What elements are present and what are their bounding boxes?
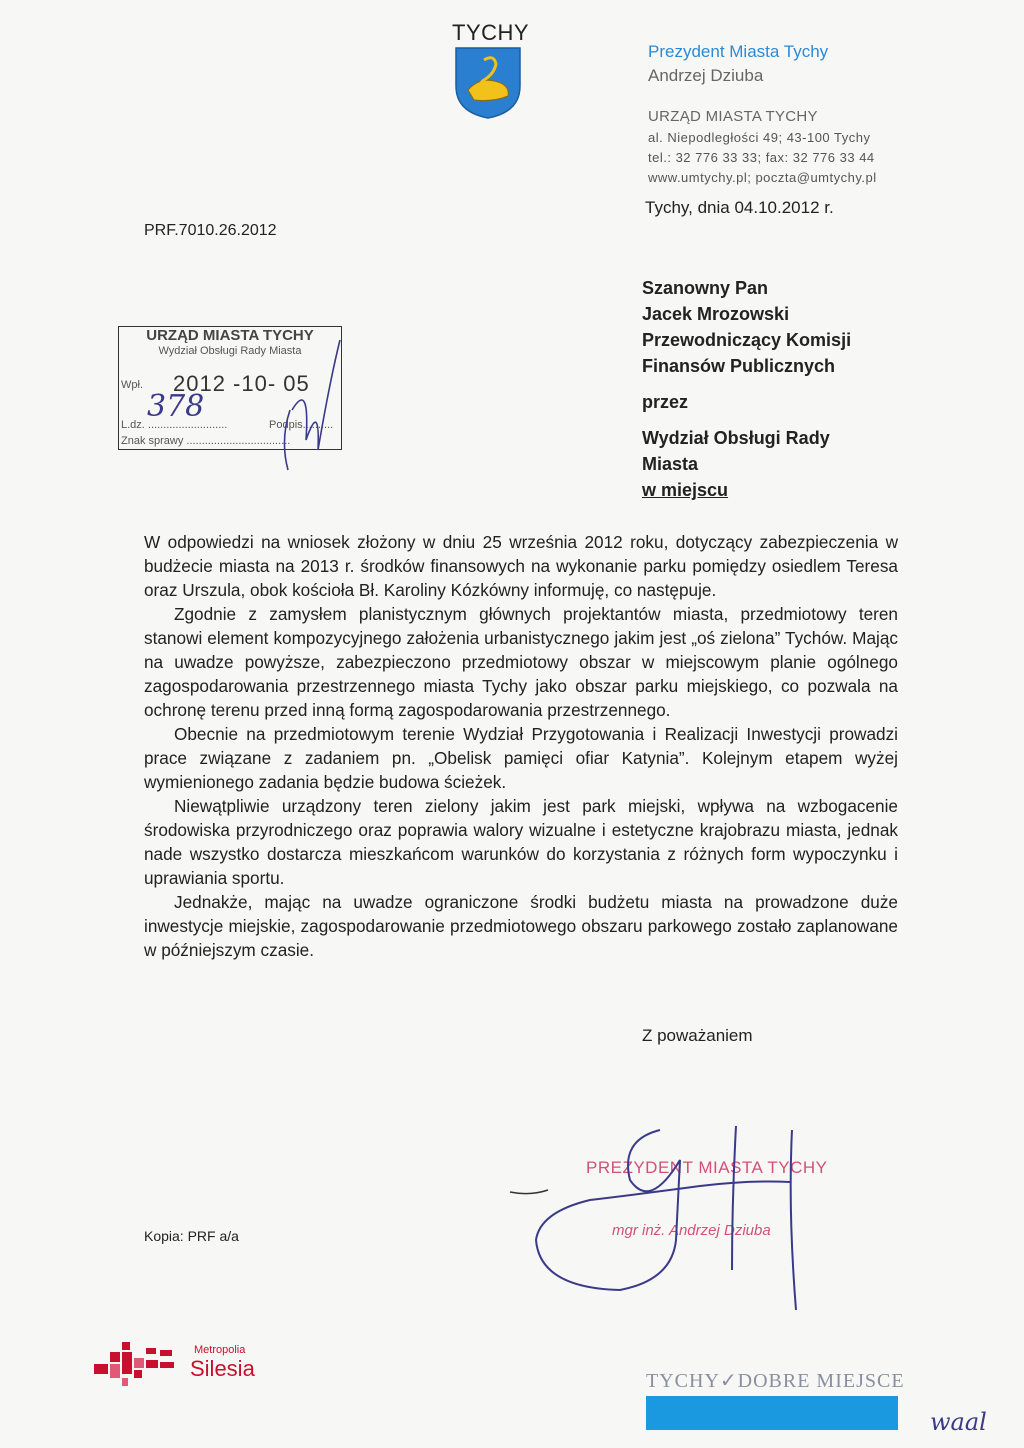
body-paragraph: Obecnie na przedmiotowym terenie Wydział Przygotowania i Realizacji Inwestycji prowadzi prace związane z zadaniem pn. „Obelisk pamięci ofiar Katynia”. Kolejnym etapem wyżej wymienionego zadania będzie budowa ścieżek.	[144, 724, 898, 792]
addressee-department-cont: Miasta	[642, 454, 699, 474]
city-crest-logo	[454, 46, 522, 120]
signature-stamp-title: PREZYDENT MIASTA TYCHY	[586, 1158, 828, 1177]
silesia-small-label: Metropolia	[194, 1344, 246, 1356]
web-line: www.umtychy.pl; poczta@umtychy.pl	[648, 170, 877, 185]
phone-line: tel.: 32 776 33 33; fax: 32 776 33 44	[648, 150, 875, 165]
city-motto: TYCHY✓DOBRE MIEJSCE	[646, 1370, 905, 1392]
addressee-name: Jacek Mrozowski	[642, 304, 790, 324]
silesia-logo-icon	[92, 1338, 182, 1388]
signature-stamp-name: mgr inż. Andrzej Dziuba	[612, 1222, 771, 1239]
office-name: URZĄD MIASTA TYCHY	[648, 108, 818, 125]
address-line: al. Niepodległości 49; 43-100 Tychy	[648, 130, 871, 145]
stamp-subtitle: Wydział Obsługi Rady Miasta	[158, 345, 302, 357]
letter-body	[144, 530, 898, 962]
body-paragraph: W odpowiedzi na wniosek złożony w dniu 25 września 2012 roku, dotyczący zabezpieczenia w budżecie miasta na 2013 r. środków finansowych na wykonanie parku pomiędzy osiedlem Teresa oraz Urszula, obok kościoła Bł. Karoliny Kózkówny informuję, co następuje.	[144, 532, 898, 600]
addressee-salutation: Szanowny Pan	[642, 278, 769, 298]
stamp-podpis-label: Podpis..........	[269, 419, 334, 431]
stamp-initials-signature	[270, 320, 360, 480]
stamp-handwritten-number: 378	[147, 389, 205, 424]
stamp-ldz-label: L.dz. ..........................	[121, 419, 228, 431]
silesia-label: Silesia	[190, 1356, 255, 1381]
addressee-department: Wydział Obsługi Rady	[642, 428, 830, 448]
stamp-title: URZĄD MIASTA TYCHY	[146, 327, 314, 344]
stamp-znak-label: Znak sprawy ..................................	[121, 435, 291, 447]
body-paragraph: Jednakże, mając na uwadze ograniczone środki budżetu miasta na prowadzone duże inwestycje miejskie, zagospodarowanie przedmiotowego obszaru parkowego zostało zaplanowane w późniejszym czasie.	[144, 892, 898, 960]
stamp-date: 2012 -10- 05	[173, 371, 310, 396]
body-paragraph: Zgodnie z zamysłem planistycznym głównych projektantów miasta, przedmiotowy teren stanowi element kompozycyjnego założenia urbanistycznego jakim jest „oś zielona” Tychów. Mając na uwadze powyższe, zabezpieczono przedmiotowy obszar w miejscowym planie ogólnego zagospodarowania przestrzennego miasta Tychy jako obszar parku miejskiego, co pozwala na ochronę terenu przed inną formą zagospodarowania przestrzennego.	[144, 604, 898, 720]
city-date: Tychy, dnia 04.10.2012 r.	[645, 198, 834, 217]
mayor-title: Prezydent Miasta Tychy	[648, 42, 829, 61]
handwritten-note: waal	[930, 1408, 987, 1436]
addressee-via: przez	[642, 392, 689, 412]
footer-blue-bar	[646, 1396, 898, 1430]
addressee-committee: Finansów Publicznych	[642, 356, 836, 376]
stamp-wpl-label: Wpł.	[121, 379, 143, 391]
closing: Z poważaniem	[642, 1026, 753, 1045]
handwritten-signature	[500, 1120, 820, 1320]
addressee-location: w miejscu	[642, 480, 729, 500]
mayor-name: Andrzej Dziuba	[648, 66, 764, 85]
crest-title: TYCHY	[452, 20, 530, 45]
copy-note: Kopia: PRF a/a	[144, 1228, 239, 1244]
reference-number: PRF.7010.26.2012	[144, 222, 277, 239]
body-paragraph: Niewątpliwie urządzony teren zielony jakim jest park miejski, wpływa na wzbogacenie środowiska przyrodniczego oraz poprawia walory wizualne i estetyczne krajobrazu miasta, jednak nade wszystko dostarcza mieszkańcom warunków do korzystania z różnych form wypoczynku i uprawiania sportu.	[144, 796, 898, 888]
addressee-role: Przewodniczący Komisji	[642, 330, 852, 350]
